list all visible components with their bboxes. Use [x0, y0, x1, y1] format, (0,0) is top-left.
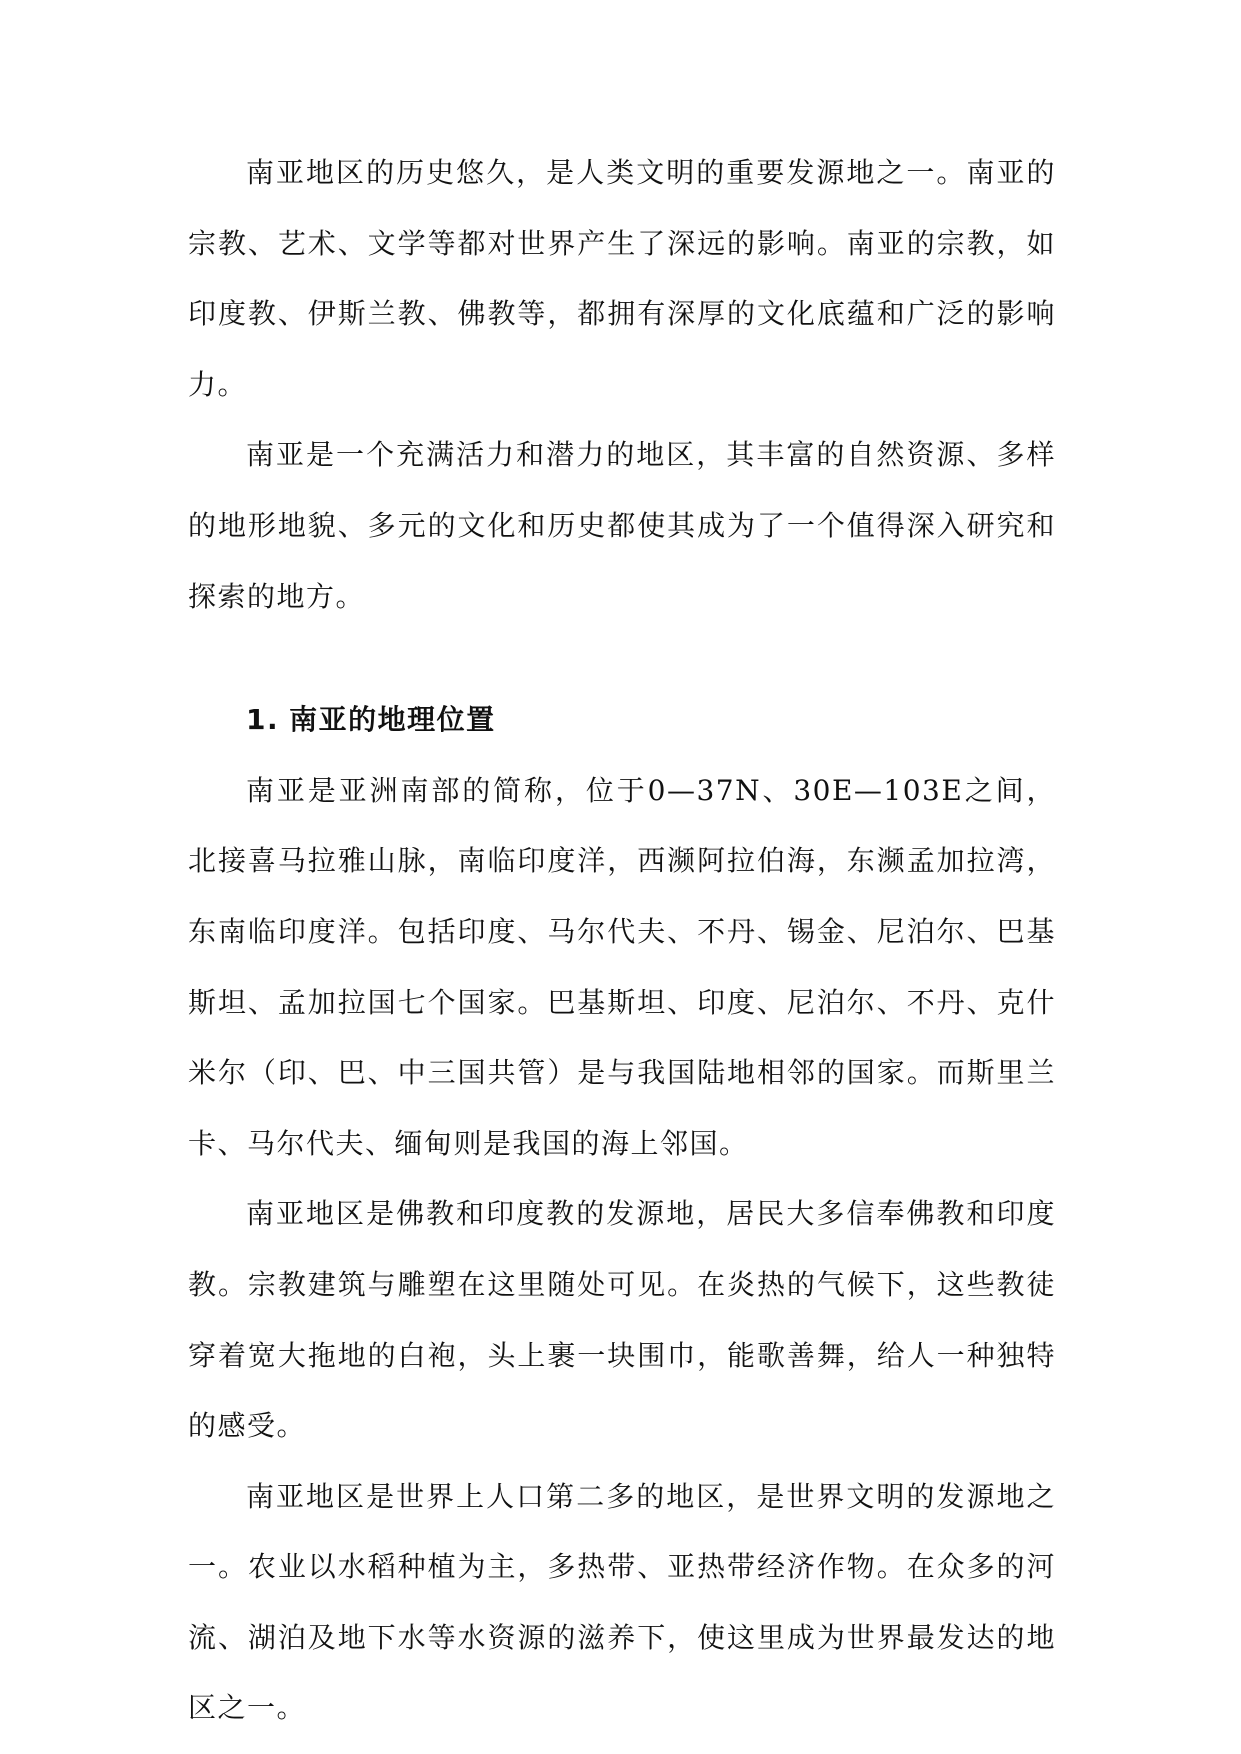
section-heading [188, 685, 1056, 756]
paragraph-religion: 南亚地区是佛教和印度教的发源地，居民大多信奉佛教和印度教。宗教建筑与雕塑在这里随处可见。在炎热的气候下，这些教徒穿着宽大拖地的白袍，头上裹一块围巾，能歌善舞，给人一种独特的感受。 [188, 1197, 1056, 1443]
section-title: 南亚的地理位置 [289, 703, 496, 737]
document-page [188, 138, 1056, 1744]
paragraph-history: 南亚地区的历史悠久，是人类文明的重要发源地之一。南亚的宗教、艺术、文学等都对世界产生了深远的影响。南亚的宗教，如印度教、伊斯兰教、佛教等，都拥有深厚的文化底蕴和广泛的影响力。 [188, 156, 1056, 401]
section-number: 1. [246, 703, 280, 737]
paragraph-geography: 南亚是亚洲南部的简称，位于0—37N、30E—103E之间，北接喜马拉雅山脉，南临印度洋，西濒阿拉伯海，东濒孟加拉湾，东南临印度洋。包括印度、马尔代夫、不丹、锡金、尼泊尔、巴基斯坦、孟加拉国七个国家。巴基斯坦、印度、尼泊尔、不丹、克什米尔（印、巴、中三国共管）是与我国陆地相邻的国家。而斯里兰卡、马尔代夫、缅甸则是我国的海上邻国。 [188, 773, 1056, 1160]
paragraph-population: 南亚地区是世界上人口第二多的地区，是世界文明的发源地之一。农业以水稻种植为主，多热带、亚热带经济作物。在众多的河流、湖泊及地下水等水资源的滋养下，使这里成为世界最发达的地区之一。 [188, 1479, 1056, 1725]
paragraph-potential: 南亚是一个充满活力和潜力的地区，其丰富的自然资源、多样的地形地貌、多元的文化和历史都使其成为了一个值得深入研究和探索的地方。 [188, 438, 1056, 613]
